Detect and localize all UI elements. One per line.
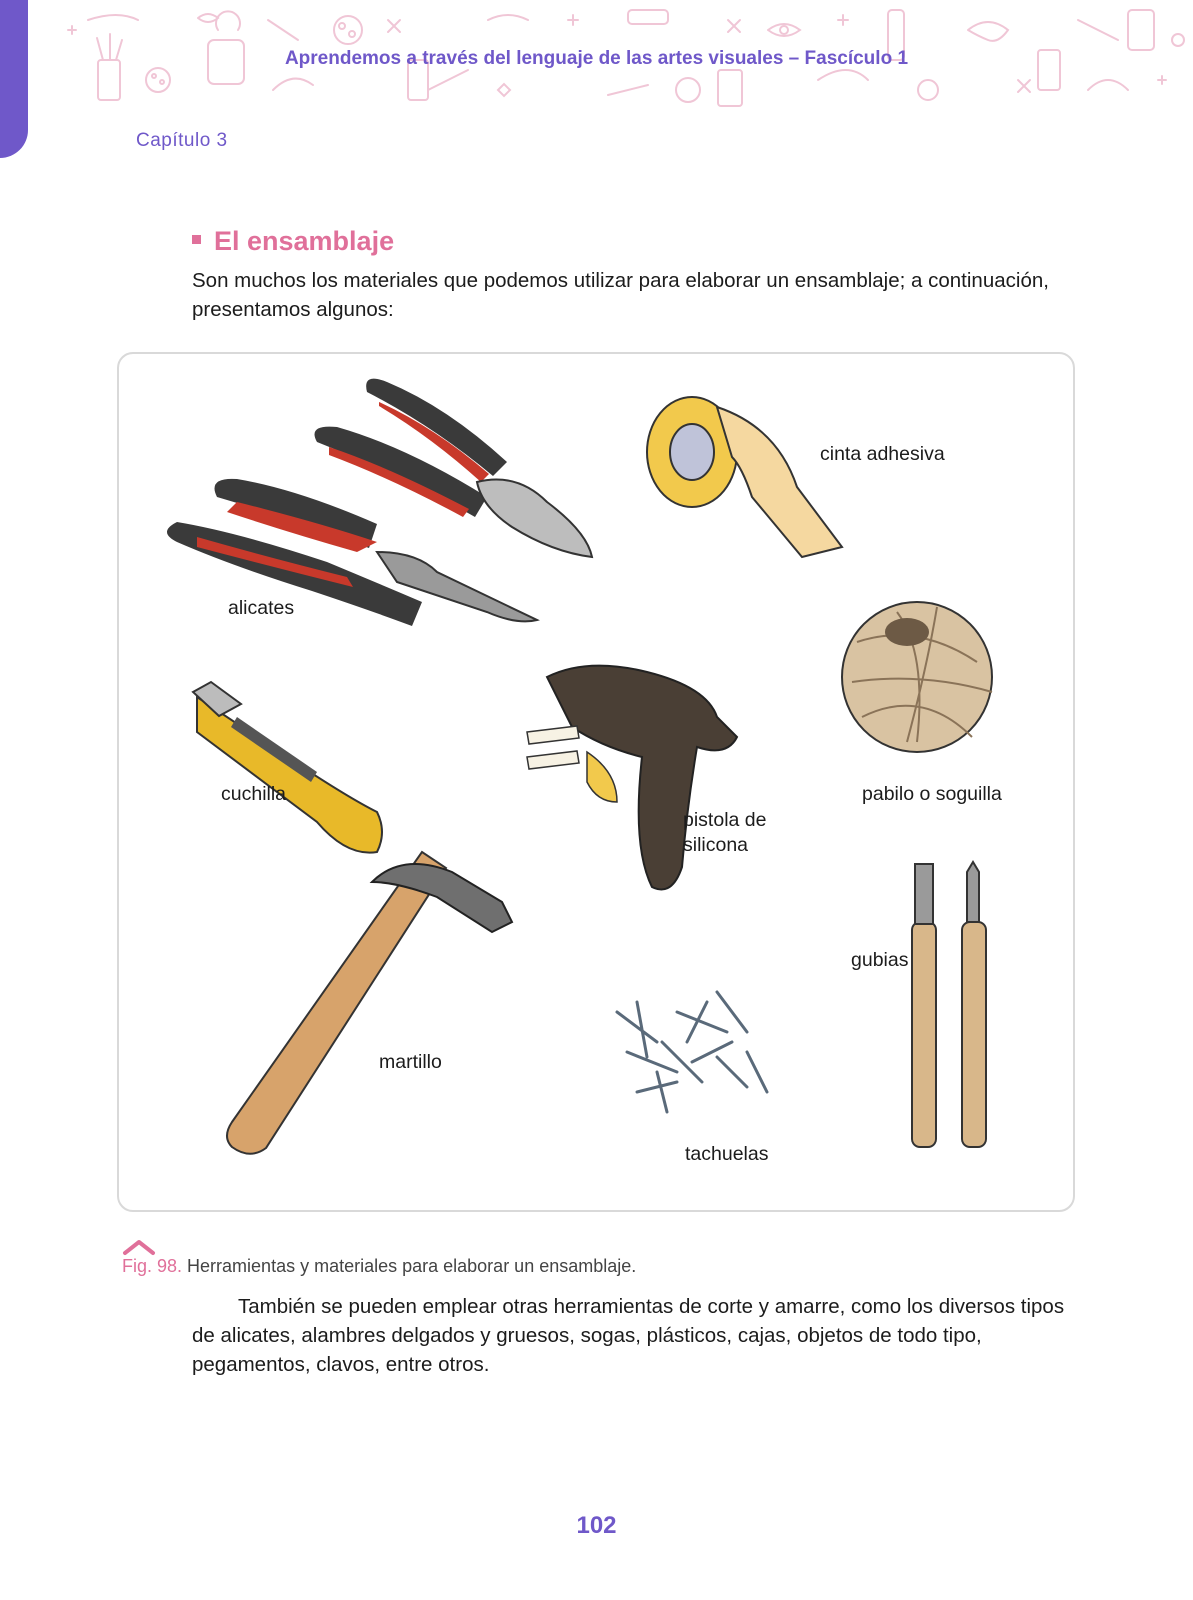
square-bullet-icon: [192, 235, 201, 244]
label-cinta-adhesiva: cinta adhesiva: [820, 443, 945, 465]
intro-paragraph: Son muchos los materiales que podemos utilizar para elaborar un ensamblaje; a continuación, presentamos algunos:: [192, 269, 1049, 321]
figure-caption: [122, 1256, 636, 1277]
page-number: 102: [576, 1512, 617, 1539]
caret-up-icon: [122, 1238, 156, 1256]
utility-knife-illustration: [193, 682, 382, 853]
label-pistola-de-silicona: [683, 808, 766, 858]
gouges-illustration: [912, 862, 986, 1147]
figure-number: Fig. 98.: [122, 1256, 183, 1276]
label-pabilo-o-soguilla: pabilo o soguilla: [862, 783, 1002, 805]
label-gubias: gubias: [851, 949, 909, 971]
tacks-illustration: [617, 992, 767, 1112]
running-title: Aprendemos a través del lenguaje de las artes visuales – Fascículo 1: [284, 48, 909, 69]
pliers-illustration: [167, 379, 592, 626]
tape-roll-illustration: [647, 397, 842, 557]
chapter-label: Capítulo 3: [136, 130, 228, 151]
label-cuchilla: cuchilla: [221, 783, 287, 805]
figure-caption-text: Herramientas y materiales para elaborar un ensamblaje.: [187, 1256, 637, 1276]
hammer-illustration: [227, 852, 512, 1154]
label-martillo: martillo: [379, 1051, 442, 1073]
section-title-text: El ensamblaje: [214, 226, 395, 256]
section-title: [192, 226, 394, 257]
label-pistola-line1: pistola de: [683, 809, 767, 831]
twine-ball-illustration: [842, 602, 992, 752]
label-pistola-line2: silicona: [683, 834, 749, 856]
body-paragraph: También se pueden emplear otras herramientas de corte y amarre, como los diversos tipos de alicates, alambres delgados y gruesos, sogas, plásticos, cajas, objetos de todo tipo, pegamentos, clavos, entre otros.: [192, 1295, 1065, 1376]
label-alicates: alicates: [228, 597, 295, 619]
label-tachuelas: tachuelas: [685, 1143, 769, 1165]
chapter-side-tab: [0, 0, 28, 158]
